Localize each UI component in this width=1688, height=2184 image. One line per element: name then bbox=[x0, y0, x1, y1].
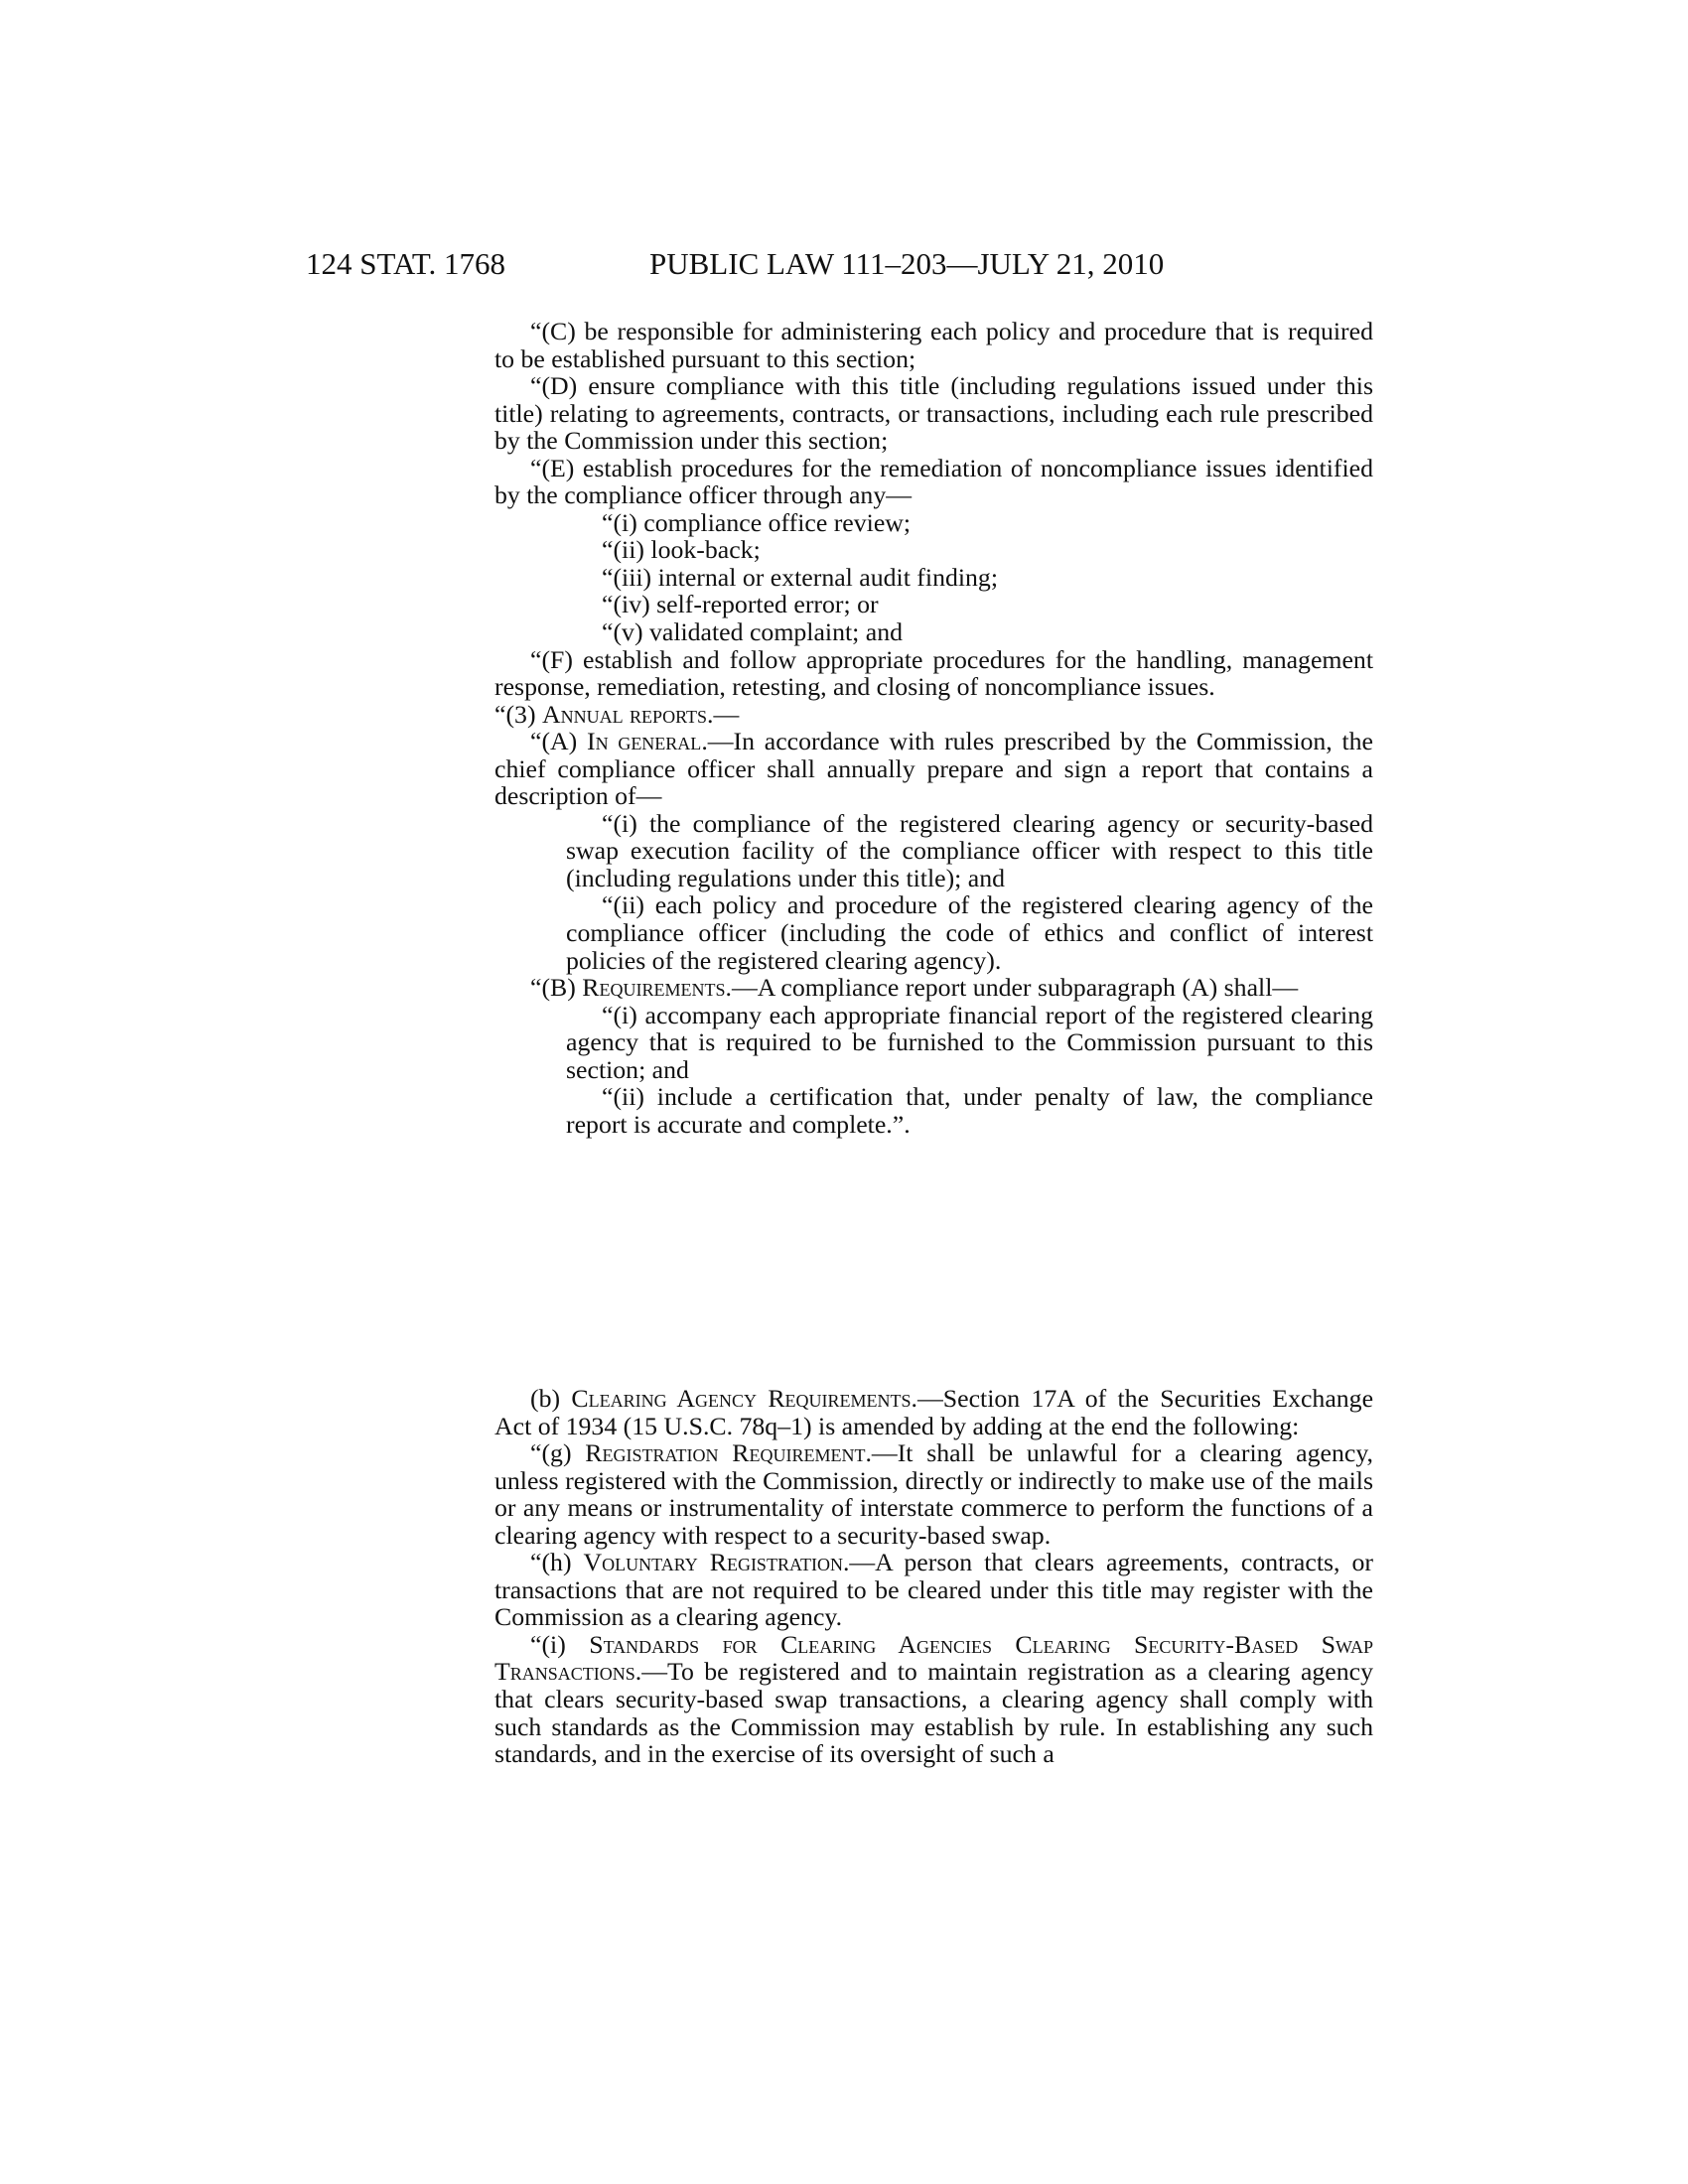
page-reference: 124 STAT. 1768 bbox=[306, 246, 506, 281]
clause-a-ii: “(ii) each policy and procedure of the registered clearing agency of the compliance officer (including the code of ethics and conflict of interest policies of the registered clearing agency). bbox=[566, 890, 1373, 975]
subsection-b: (b) Clearing Agency Requirements.—Section 17A of the Securities Exchange Act of 1934 (15 U.S.C. 78q–1) is amended by adding at the end the following: bbox=[494, 1384, 1374, 1440]
list-item-e-v: “(v) validated complaint; and bbox=[602, 617, 904, 647]
standards-heading: Standards for Clearing Agencies Clearing Security-Based Swap Transactions bbox=[494, 1629, 1374, 1687]
paragraph-3-heading: “(3) Annual reports.— bbox=[494, 699, 740, 729]
paragraph-c: “(C) be responsible for administering each policy and procedure that is required to be established pursuant to this section; bbox=[494, 317, 1373, 373]
in-general-heading: In general bbox=[587, 727, 702, 756]
list-item-e-i: “(i) compliance office review; bbox=[602, 507, 912, 537]
paragraph-d: “(D) ensure compliance with this title (including regulations issued under this title) relating to agreements, contracts, or transactions, including each rule prescribed by the Commission under this section; bbox=[494, 371, 1373, 456]
subsection-g: “(g) Registration Requirement.—It shall be unlawful for a clearing agency, unless registered with the Commission, directly or indirectly to make use of the mails or any means or instrumentality of interstate commerce to perform the functions of a clearing agency with respect to a security-based swap. bbox=[494, 1438, 1373, 1550]
page-header bbox=[0, 246, 1688, 286]
paragraph-e: “(E) establish procedures for the remediation of noncompliance issues identified by the compliance officer through any— bbox=[494, 453, 1373, 510]
clause-a-i: “(i) the compliance of the registered clearing agency or security-based swap execution facility of the compliance officer with respect to this title (including regulations under this title); and bbox=[566, 808, 1373, 892]
requirements-heading: Requirements bbox=[582, 973, 726, 1003]
subparagraph-b: “(B) Requirements.—A compliance report under subparagraph (A) shall— bbox=[530, 973, 1299, 1003]
subparagraph-a: “(A) In general.—In accordance with rules prescribed by the Commission, the chief compliance officer shall annually prepare and sign a report that contains a description of— bbox=[494, 727, 1374, 811]
list-item-e-iii: “(iii) internal or external audit finding; bbox=[602, 562, 998, 592]
clause-b-i: “(i) accompany each appropriate financial report of the registered clearing agency that is required to be furnished to the Commission pursuant to this section; and bbox=[566, 1000, 1373, 1084]
registration-requirement-heading: Registration Requirement bbox=[585, 1438, 866, 1468]
section-b-body bbox=[494, 1385, 1373, 1768]
paragraph-f: “(F) establish and follow appropriate procedures for the handling, management response, remediation, retesting, and closing of noncompliance issues. bbox=[494, 644, 1373, 702]
voluntary-registration-heading: Voluntary Registration bbox=[583, 1548, 843, 1577]
subsection-i: “(i) Standards for Clearing Agencies Clearing Security-Based Swap Transactions.—To be registered and to maintain registration as a clearing agency that clears security-based swap transactions, a clearing agency shall comply with such standards as the Commission may establish by rule. In establishing any such standards, and in the exercise of its oversight of such a bbox=[494, 1629, 1374, 1769]
annual-reports-heading: Annual reports bbox=[541, 699, 707, 729]
clause-b-ii: “(ii) include a certification that, under penalty of law, the compliance report is accurate and complete.”. bbox=[566, 1082, 1373, 1139]
clearing-agency-requirements-heading: Clearing Agency Requirements bbox=[571, 1384, 912, 1413]
running-head: PUBLIC LAW 111–203—JULY 21, 2010 bbox=[649, 246, 1165, 281]
statute-body bbox=[494, 318, 1373, 1138]
list-item-e-ii: “(ii) look-back; bbox=[602, 535, 761, 565]
subsection-h: “(h) Voluntary Registration.—A person that clears agreements, contracts, or transactions that are not required to be cleared under this title may register with the Commission as a clearing agency. bbox=[494, 1548, 1373, 1632]
list-item-e-iv: “(iv) self-reported error; or bbox=[602, 590, 879, 619]
